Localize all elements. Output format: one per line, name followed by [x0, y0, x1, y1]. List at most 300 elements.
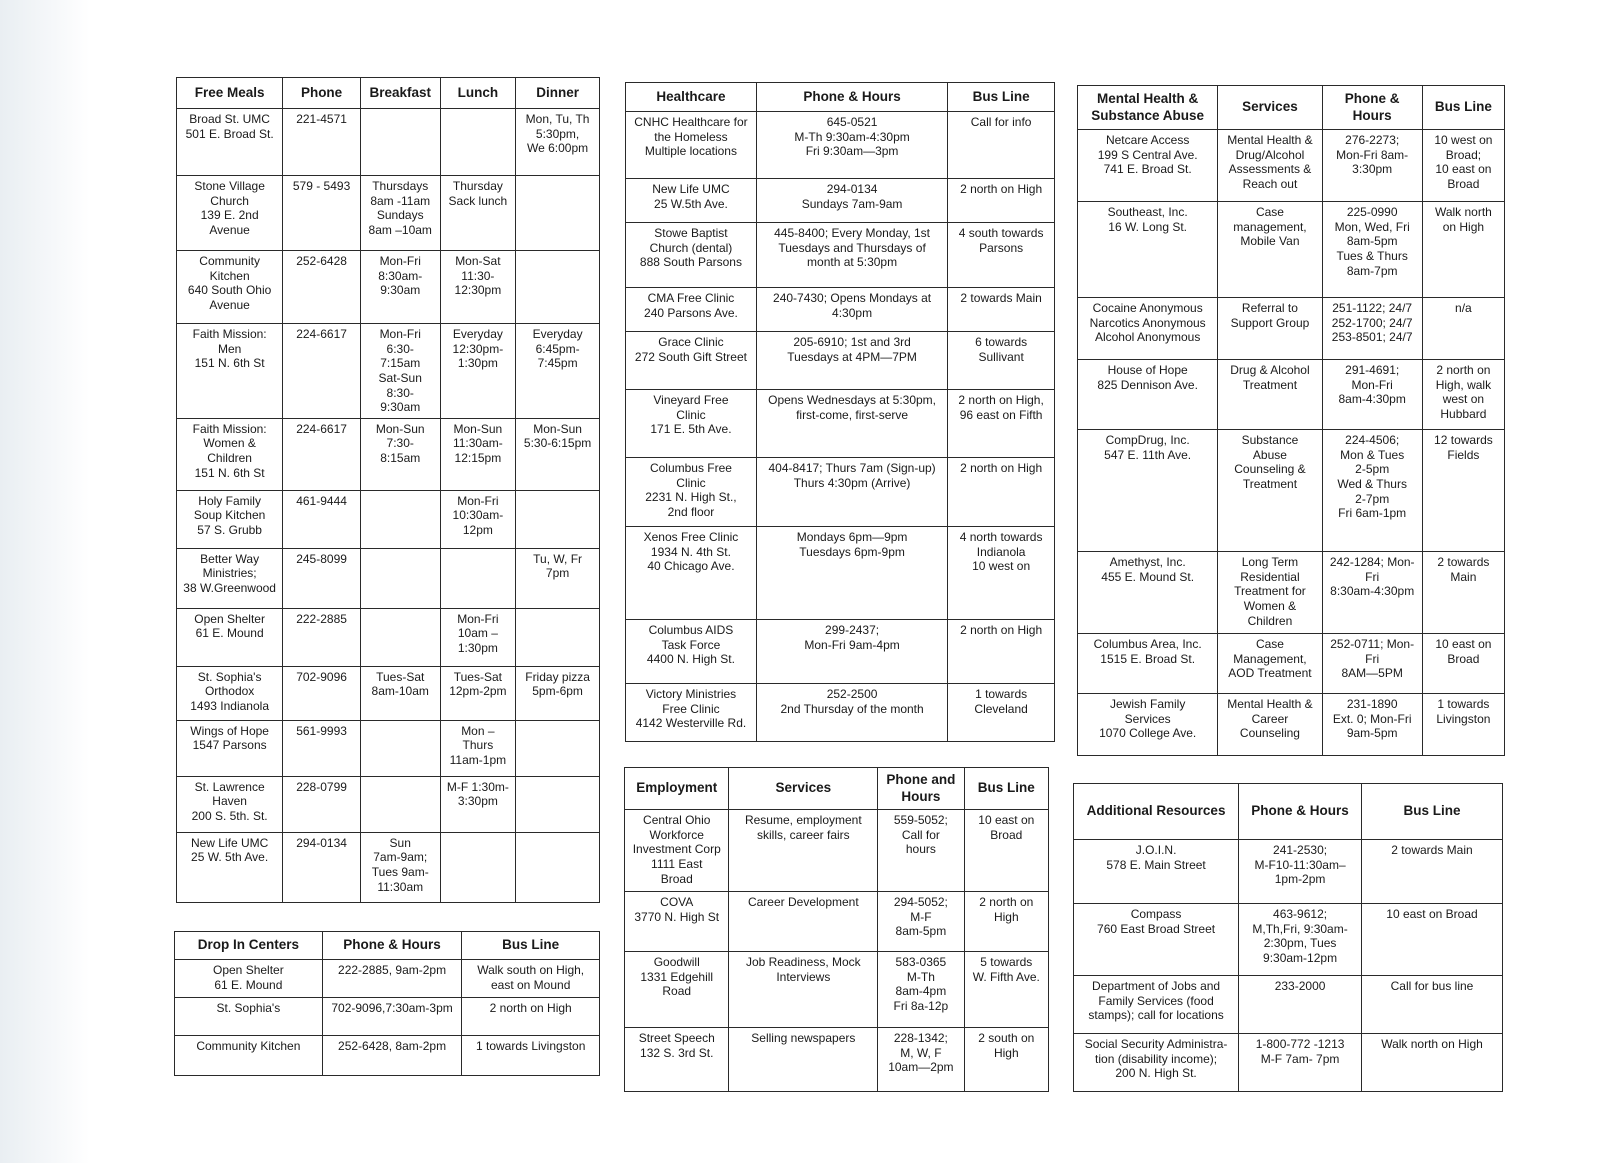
- cell-line: 8AM—5PM: [1341, 666, 1403, 681]
- cell-line: Tues-Sat: [376, 669, 425, 684]
- cell-bus: [964, 892, 1048, 952]
- table-row: [175, 960, 600, 998]
- cell-line: Columbus Area, Inc.: [1093, 637, 1202, 651]
- table-row: [177, 109, 600, 176]
- table-row: [1078, 430, 1505, 552]
- cell-hours: [756, 112, 947, 179]
- cell-line: 5pm-6pm: [532, 684, 583, 699]
- cell-line: Call for: [901, 827, 940, 842]
- table-row: [177, 418, 600, 490]
- cell-name: [177, 720, 283, 776]
- cell-line: Goodwill: [653, 955, 700, 969]
- cell-hours: [756, 620, 947, 684]
- table-row: [1074, 1034, 1503, 1092]
- cell-line: Treatment for: [1234, 584, 1306, 599]
- cell-name: [177, 109, 283, 176]
- cell-line: Orthodox: [204, 684, 255, 699]
- cell-line: Tues 9am-: [371, 865, 429, 879]
- cell-line: 1331 Edgehill: [640, 969, 714, 984]
- table-row: [1074, 840, 1503, 904]
- cell-line: 8am -11am: [370, 193, 431, 208]
- scan-shadow: [0, 0, 90, 1163]
- cell-line: 12pm: [462, 523, 493, 537]
- cell-line: 583-0365: [895, 955, 947, 969]
- cell-lunch: [440, 490, 516, 548]
- column-header-bus: Bus Line: [964, 768, 1048, 810]
- cell-line: west on: [1442, 392, 1485, 407]
- cell-line: 10 west on: [1434, 133, 1493, 147]
- cell-line: New Life UMC: [652, 182, 730, 196]
- drop-in-centers-table: [174, 931, 600, 1076]
- column-header-breakfast: Breakfast: [360, 78, 440, 109]
- cell-line: 2 north on High: [960, 461, 1043, 475]
- table-row: [177, 548, 600, 608]
- column-header-lunch: Lunch: [440, 78, 516, 109]
- cell-line: 1 towards: [975, 687, 1028, 701]
- table-row: [177, 490, 600, 548]
- cell-line: Thurs 4:30pm (Arrive): [793, 475, 911, 490]
- cell-line: 8am-10am: [371, 684, 429, 699]
- column-header-hours: Phone & Hours: [322, 932, 462, 960]
- cell-line: Tues & Thurs: [1336, 248, 1408, 263]
- table-row: [1078, 360, 1505, 430]
- cell-line: 501 E. Broad St.: [185, 126, 274, 141]
- cell-name: [1078, 202, 1218, 298]
- cell-hours: [756, 332, 947, 390]
- cell-line: Selling newspapers: [751, 1031, 856, 1045]
- cell-line: 12:15pm: [454, 451, 502, 465]
- cell-line: Mon-Fri: [457, 611, 499, 626]
- cell-line: Social Security Administra-: [1084, 1037, 1228, 1051]
- cell-line: 11:30am-: [452, 436, 503, 451]
- cell-line: 61 E. Mound: [195, 626, 264, 641]
- column-header-hours: Phone & Hours: [756, 83, 947, 112]
- cell-lunch: [440, 251, 516, 324]
- cell-line: Resume, employment: [744, 813, 862, 827]
- cell-dinner: [516, 324, 600, 419]
- cell-services: [729, 810, 878, 892]
- cell-services: [1218, 298, 1322, 360]
- cell-line: Thursday: [452, 179, 503, 193]
- cell-line: 132 S. 3rd St.: [640, 1045, 714, 1060]
- cell-line: Mondays 6pm—9pm: [796, 530, 908, 544]
- cell-line: Free Clinic: [662, 701, 720, 716]
- cell-line: 38 W.Greenwood: [183, 581, 276, 595]
- cell-name: [177, 418, 283, 490]
- cell-bus: [1422, 130, 1504, 202]
- column-header-services: Services: [1218, 86, 1322, 130]
- cell-bus: [948, 332, 1055, 390]
- cell-line: High: [993, 909, 1019, 924]
- cell-line: 224-6617: [296, 327, 347, 341]
- cell-breakfast: [360, 666, 440, 720]
- cell-name: [1078, 694, 1218, 756]
- cell-line: 11:30-: [461, 268, 495, 283]
- table-row: [626, 458, 1055, 527]
- cell-line: 252-2500: [826, 687, 878, 701]
- cell-line: 445-8400; Every Monday, 1st: [774, 226, 930, 240]
- cell-line: 2nd Thursday of the month: [780, 701, 924, 716]
- cell-name: [1078, 430, 1218, 552]
- cell-line: 640 South Ohio: [187, 283, 272, 298]
- header-row: [175, 932, 600, 960]
- cell-lunch: [440, 109, 516, 176]
- free-meals-table: [176, 77, 600, 903]
- cell-line: 645-0521: [826, 115, 878, 129]
- cell-bus: [1422, 552, 1504, 634]
- cell-line: 2 towards Main: [1391, 843, 1473, 857]
- cell-line: Everyday: [532, 327, 583, 341]
- cell-line: 8am-5pm: [895, 924, 947, 939]
- table-row: [625, 810, 1049, 892]
- cell-name: [177, 324, 283, 419]
- cell-line: Men: [217, 341, 242, 356]
- cell-line: 1111 East: [651, 856, 703, 871]
- cell-line: Compass: [1130, 907, 1182, 921]
- cell-line: Sat-Sun: [378, 370, 422, 385]
- cell-line: 1515 E. Broad St.: [1100, 651, 1196, 666]
- cell-dinner: [516, 608, 600, 666]
- cell-line: Central Ohio: [643, 813, 711, 827]
- cell-line: Treatment: [1242, 476, 1298, 491]
- cell-services: [1218, 430, 1322, 552]
- cell-line: 10 east on Broad: [1386, 907, 1478, 921]
- cell-line: 463-9612;: [1273, 907, 1328, 921]
- column-header-bus: Bus Line: [1422, 86, 1504, 130]
- cell-breakfast: [360, 608, 440, 666]
- cell-line: Mon-Sat: [455, 254, 501, 268]
- table-row: [1078, 202, 1505, 298]
- cell-name: [625, 952, 729, 1028]
- cell-line: Hubbard: [1440, 406, 1487, 421]
- cell-phone: [283, 176, 361, 251]
- cell-line: 2nd floor: [667, 504, 715, 519]
- cell-line: Clinic: [676, 407, 706, 422]
- cell-breakfast: [360, 720, 440, 776]
- cell-name: [625, 1028, 729, 1092]
- cell-line: 2-5pm: [1355, 462, 1390, 477]
- cell-line: Victory Ministries: [645, 687, 737, 701]
- table-row: [177, 251, 600, 324]
- cell-line: 7:15am: [380, 356, 421, 371]
- cell-name: [626, 288, 757, 332]
- cell-line: 9:30am: [380, 283, 421, 298]
- cell-line: House of Hope: [1107, 363, 1188, 377]
- cell-line: Fri: [1365, 651, 1380, 666]
- cell-line: Workforce: [649, 827, 704, 842]
- cell-line: 461-9444: [296, 493, 347, 508]
- cell-bus: [462, 1036, 600, 1076]
- cell-line: Mon & Tues: [1340, 447, 1405, 462]
- cell-hours: [1322, 360, 1422, 430]
- mental-health-table: [1077, 85, 1505, 756]
- cell-name: [177, 490, 283, 548]
- cell-hours: [878, 952, 964, 1028]
- cell-bus: [1422, 694, 1504, 756]
- cell-line: 57 S. Grubb: [197, 523, 262, 537]
- cell-dinner: [516, 548, 600, 608]
- cell-line: 151 N. 6th St: [194, 356, 265, 371]
- cell-bus: [1422, 298, 1504, 360]
- cell-line: Multiple locations: [644, 144, 737, 159]
- cell-hours: [1322, 430, 1422, 552]
- cell-line: 1547 Parsons: [192, 738, 267, 753]
- cell-phone: [283, 720, 361, 776]
- cell-bus: [1422, 430, 1504, 552]
- column-header-bus: Bus Line: [462, 932, 600, 960]
- cell-line: 8am-7pm: [1346, 263, 1398, 278]
- cell-line: Soup Kitchen: [193, 508, 266, 523]
- cell-line: 1070 College Ave.: [1099, 726, 1197, 741]
- cell-line: Mon-Sun: [533, 421, 582, 436]
- cell-name: [1074, 840, 1239, 904]
- table-row: [1074, 976, 1503, 1034]
- cell-line: 10 east on: [1435, 637, 1492, 651]
- cell-line: Wed & Thurs: [1337, 476, 1407, 491]
- cell-dinner: [516, 666, 600, 720]
- cell-line: Substance: [1241, 433, 1299, 447]
- cell-line: Broad: [1447, 176, 1480, 191]
- cell-line: Broad: [660, 871, 693, 886]
- cell-line: Children: [1247, 613, 1293, 628]
- cell-line: 242-1284; Mon-: [1329, 555, 1415, 569]
- cell-hours: [1239, 976, 1362, 1034]
- cell-lunch: [440, 666, 516, 720]
- cell-name: [626, 527, 757, 620]
- cell-name: [626, 684, 757, 742]
- cell-bus: [948, 390, 1055, 458]
- cell-line: Walk north on High: [1381, 1037, 1483, 1051]
- table-row: [177, 776, 600, 832]
- cell-line: 2-7pm: [1355, 491, 1390, 506]
- cell-hours: [878, 810, 964, 892]
- cell-breakfast: [360, 109, 440, 176]
- cell-line: Mon-Sun: [375, 421, 425, 436]
- cell-phone: [283, 109, 361, 176]
- cell-line: M, W, F: [900, 1045, 942, 1060]
- cell-line: 8am-4:30pm: [1338, 392, 1406, 407]
- cell-line: 11am-1pm: [449, 753, 507, 767]
- cell-line: 2 towards: [1437, 555, 1490, 569]
- cell-line: Tu, W, Fr: [533, 551, 583, 566]
- cell-line: Abuse: [1252, 447, 1287, 462]
- table-row: [1078, 634, 1505, 694]
- cell-services: [1218, 694, 1322, 756]
- cell-line: 578 E. Main Street: [1106, 857, 1206, 872]
- cell-name: [626, 332, 757, 390]
- cell-line: 224-4506;: [1345, 433, 1400, 447]
- cell-dinner: [516, 832, 600, 902]
- table-row: [1074, 904, 1503, 976]
- cell-hours: [756, 288, 947, 332]
- cell-name: [626, 620, 757, 684]
- cell-name: [177, 666, 283, 720]
- cell-bus: [948, 223, 1055, 288]
- cell-line: 4 south towards: [958, 226, 1044, 240]
- cell-line: M-F: [910, 909, 932, 924]
- cell-line: 294-0134: [296, 835, 347, 850]
- cell-line: 7:30-: [386, 436, 414, 451]
- cell-line: 1pm-2pm: [1274, 872, 1326, 887]
- table-row: [626, 390, 1055, 458]
- cell-name: [1078, 130, 1218, 202]
- cell-breakfast: [360, 548, 440, 608]
- cell-line: Case: [1255, 205, 1284, 219]
- cell-hours: [756, 458, 947, 527]
- cell-line: 2 north on High,: [958, 393, 1044, 407]
- cell-line: Better Way: [200, 551, 260, 566]
- cell-line: M-F10-11:30am–: [1254, 857, 1346, 872]
- cell-dinner: [516, 418, 600, 490]
- cell-name: [626, 112, 757, 179]
- cell-line: 8:30am-4:30pm: [1330, 584, 1415, 599]
- column-header-name: Healthcare: [626, 83, 757, 112]
- table-row: [1078, 552, 1505, 634]
- employment-table: [624, 767, 1049, 1092]
- cell-line: 1 towards: [1437, 697, 1490, 711]
- cell-line: 2:30pm, Tues: [1263, 936, 1337, 951]
- cell-line: management,: [1233, 219, 1307, 234]
- cell-line: 200 S. 5th. St.: [191, 809, 268, 823]
- cell-bus: [948, 179, 1055, 223]
- cell-line: 2 north on High: [960, 623, 1043, 637]
- cell-line: 233-2000: [1274, 979, 1326, 993]
- cell-line: CompDrug, Inc.: [1105, 433, 1190, 447]
- cell-line: Sundays 7am-9am: [801, 196, 903, 211]
- cell-line: Cocaine Anonymous: [1092, 301, 1203, 315]
- cell-line: 4400 N. High St.: [646, 652, 735, 667]
- cell-breakfast: [360, 176, 440, 251]
- cell-line: 5 towards: [980, 955, 1033, 969]
- cell-line: Fri 9:30am—3pm: [805, 144, 899, 159]
- cell-services: [729, 1028, 878, 1092]
- cell-line: Church (dental): [649, 240, 733, 255]
- table-row: [175, 998, 600, 1036]
- cell-line: 294-0134: [826, 182, 878, 196]
- cell-services: [729, 952, 878, 1028]
- cell-line: Mon-Fri 9am-4pm: [804, 637, 900, 652]
- cell-line: 825 Dennison Ave.: [1097, 377, 1198, 392]
- cell-line: 231-1890: [1346, 697, 1398, 711]
- cell-line: 8am –10am: [368, 222, 432, 237]
- table-row: [177, 176, 600, 251]
- cell-lunch: [440, 832, 516, 902]
- cell-line: 547 E. 11th Ave.: [1104, 447, 1192, 462]
- cell-name: [1078, 552, 1218, 634]
- cell-line: M-Th: [906, 969, 935, 984]
- cell-phone: [283, 324, 361, 419]
- cell-line: Vineyard Free: [653, 393, 729, 407]
- cell-line: Support Group: [1230, 315, 1310, 330]
- table-row: [177, 832, 600, 902]
- cell-line: Open Shelter: [213, 963, 284, 977]
- cell-line: Mon-Fri: [379, 254, 421, 268]
- cell-bus: [948, 684, 1055, 742]
- cell-line: Mon-Fri: [457, 493, 499, 508]
- cell-line: Tuesdays and Thursdays of: [778, 240, 926, 255]
- cell-line: Department of Jobs and: [1092, 979, 1221, 993]
- table-row: [1078, 694, 1505, 756]
- cell-line: Cleveland: [974, 701, 1028, 716]
- cell-line: Faith Mission:: [192, 327, 267, 341]
- table-row: [177, 720, 600, 776]
- cell-lunch: [440, 720, 516, 776]
- header-row: [177, 78, 600, 109]
- cell-name: [177, 608, 283, 666]
- cell-line: 12:30pm: [454, 283, 502, 298]
- column-header-hours: Phone & Hours: [1322, 86, 1422, 130]
- cell-line: Walk south on High,: [477, 963, 585, 977]
- cell-line: 8am-5pm: [1346, 234, 1398, 249]
- cell-line: Tuesdays at 4PM—7PM: [787, 349, 917, 364]
- cell-hours: [756, 684, 947, 742]
- cell-dinner: [516, 490, 600, 548]
- cell-hours: [1322, 694, 1422, 756]
- cell-bus: [1361, 840, 1502, 904]
- cell-line: Stone Village: [194, 179, 265, 193]
- cell-line: We 6:00pm: [527, 141, 589, 156]
- cell-line: 10 west on: [972, 559, 1031, 574]
- cell-line: 10am—2pm: [888, 1060, 954, 1075]
- cell-line: 1-800-772 -1213: [1255, 1037, 1345, 1051]
- healthcare-table: [625, 82, 1055, 742]
- cell-line: 240-7430; Opens Mondays at: [773, 291, 932, 305]
- cell-line: 2 south on: [978, 1031, 1035, 1045]
- table-row: [626, 332, 1055, 390]
- cell-line: 222-2885, 9am-2pm: [338, 963, 447, 977]
- cell-phone: [283, 548, 361, 608]
- cell-line: Grace Clinic: [658, 335, 724, 349]
- cell-breakfast: [360, 832, 440, 902]
- cell-line: 205-6910; 1st and 3rd: [793, 335, 911, 349]
- cell-line: 3:30pm: [457, 794, 498, 809]
- cell-line: 10:30am-: [452, 508, 504, 523]
- cell-line: 559-5052;: [893, 813, 948, 827]
- cell-line: Mental Health &: [1227, 133, 1313, 147]
- cell-line: Fri 6am-1pm: [1338, 506, 1407, 521]
- cell-line: CNHC Healthcare for: [634, 115, 748, 129]
- column-header-name: Employment: [625, 768, 729, 810]
- table-row: [177, 608, 600, 666]
- cell-line: 224-6617: [296, 421, 347, 436]
- cell-line: Mental Health &: [1227, 697, 1313, 711]
- cell-line: 2 towards Main: [960, 291, 1042, 305]
- cell-line: 2231 N. High St.,: [645, 490, 737, 505]
- cell-line: 760 East Broad Street: [1097, 921, 1216, 936]
- cell-line: 16 W. Long St.: [1108, 219, 1188, 234]
- cell-line: Assessments &: [1228, 162, 1312, 177]
- cell-line: Fri: [1365, 569, 1380, 584]
- cell-hours: [878, 1028, 964, 1092]
- cell-line: 225-0990: [1346, 205, 1398, 219]
- cell-phone: [283, 776, 361, 832]
- cell-line: Livingston: [1436, 711, 1491, 726]
- cell-bus: [948, 620, 1055, 684]
- table-row: [1078, 130, 1505, 202]
- cell-dinner: [516, 251, 600, 324]
- cell-line: Jewish Family: [1109, 697, 1186, 711]
- cell-hours: [1322, 634, 1422, 694]
- column-header-hours: Phone & Hours: [1239, 784, 1362, 840]
- cell-line: Mon, Wed, Fri: [1334, 219, 1410, 234]
- cell-bus: [964, 952, 1048, 1028]
- cell-name: [1074, 976, 1239, 1034]
- cell-name: [177, 251, 283, 324]
- header-row: [626, 83, 1055, 112]
- cell-name: [625, 810, 729, 892]
- cell-line: Open Shelter: [194, 611, 265, 626]
- cell-line: Tues-Sat: [453, 669, 502, 684]
